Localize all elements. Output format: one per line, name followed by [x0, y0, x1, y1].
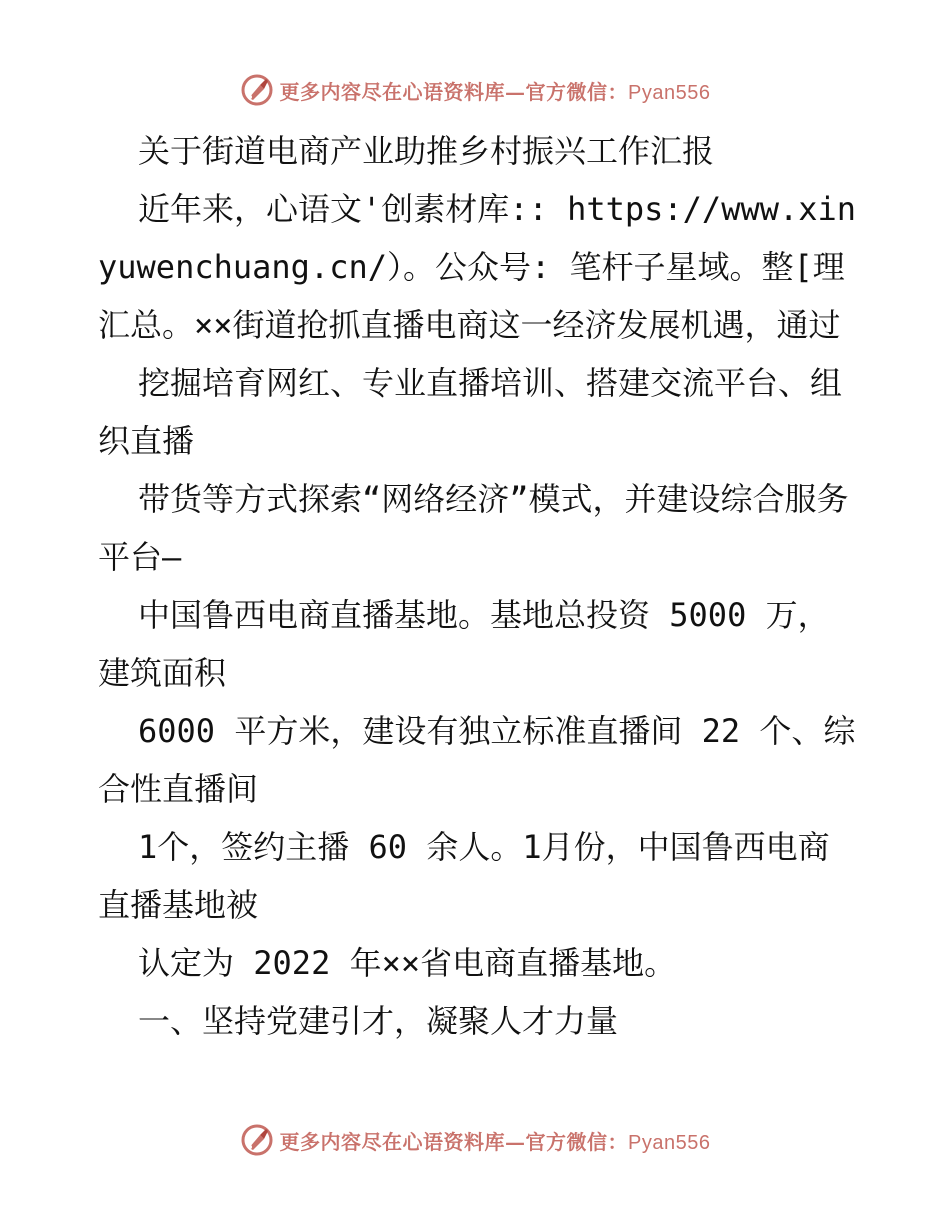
banner-wechat-id: Pyan556: [628, 81, 711, 104]
banner-text: [280, 1126, 711, 1155]
paragraph-3: 带货等方式探索“网络经济”模式，并建设综合服务平台—: [98, 480, 849, 576]
section-heading-1: 一、坚持党建引才，凝聚人才力量: [138, 1002, 619, 1040]
paragraph-6: 1个，签约主播 60 余人。1月份，中国鲁西电商直播基地被: [98, 828, 830, 924]
document-body: [98, 122, 858, 1050]
paragraph-7: 认定为 2022 年××省电商直播基地。: [138, 944, 677, 982]
document-title: 关于街道电商产业助推乡村振兴工作汇报: [138, 132, 715, 170]
paragraph-5: 6000 平方米，建设有独立标准直播间 22 个、综合性直播间: [98, 712, 856, 808]
banner-content: [240, 1123, 711, 1157]
banner-text-cn: 更多内容尽在心语资料库—官方微信：: [279, 1129, 629, 1154]
pen-nib-circle-icon: [240, 73, 274, 107]
banner-wechat-id: Pyan556: [628, 1131, 711, 1154]
banner-text-cn: 更多内容尽在心语资料库—官方微信：: [279, 79, 629, 104]
banner-text: [280, 76, 711, 105]
footer-watermark-banner: [0, 1120, 950, 1160]
banner-content: [240, 73, 711, 107]
paragraph-intro: 近年来，心语文'创素材库:: https://www.xinyuwenchuang.cn/）。公众号: 笔杆子星域。整[理汇总。××街道抢抓直播电商这一经济发展机遇，通过: [98, 190, 857, 344]
pen-nib-circle-icon: [240, 1123, 274, 1157]
paragraph-2: 挖掘培育网红、专业直播培训、搭建交流平台、组织直播: [98, 364, 843, 460]
header-watermark-banner: [0, 70, 950, 110]
paragraph-4: 中国鲁西电商直播基地。基地总投资 5000 万，建筑面积: [98, 596, 830, 692]
